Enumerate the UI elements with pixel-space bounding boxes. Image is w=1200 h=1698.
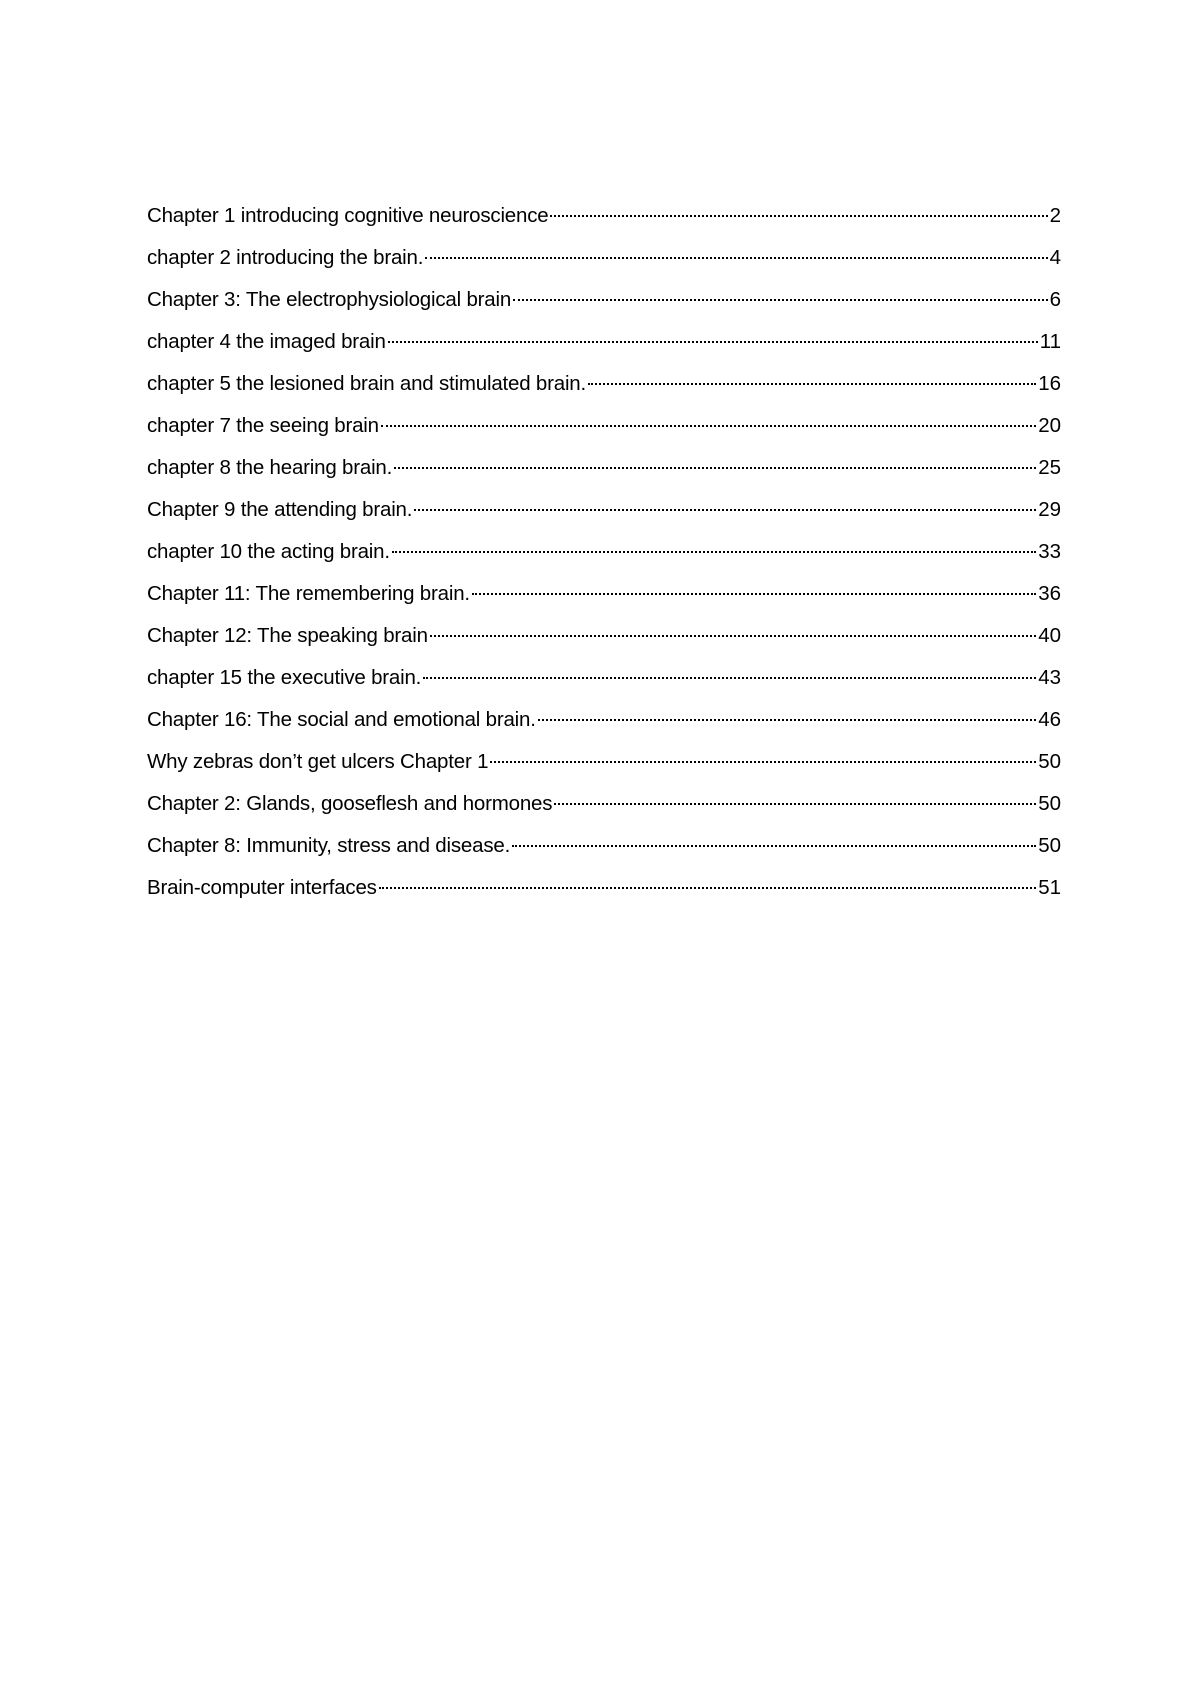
toc-dot-leader bbox=[550, 215, 1047, 217]
toc-entry[interactable] bbox=[147, 662, 1061, 704]
toc-page-number: 50 bbox=[1038, 792, 1061, 815]
toc-entry[interactable] bbox=[147, 368, 1061, 410]
toc-dot-leader bbox=[381, 425, 1036, 427]
toc-dot-leader bbox=[513, 299, 1048, 301]
toc-page-number: 20 bbox=[1038, 414, 1061, 437]
toc-entry[interactable] bbox=[147, 242, 1061, 284]
toc-entry-title: chapter 4 the imaged brain bbox=[147, 330, 386, 353]
toc-page-number: 2 bbox=[1049, 204, 1061, 227]
toc-entry[interactable] bbox=[147, 704, 1061, 746]
toc-page-number: 29 bbox=[1038, 498, 1061, 521]
toc-entry-title: chapter 10 the acting brain. bbox=[147, 540, 390, 563]
toc-entry-title: chapter 15 the executive brain. bbox=[147, 666, 422, 689]
toc-page-number: 43 bbox=[1038, 666, 1061, 689]
toc-entry[interactable] bbox=[147, 284, 1061, 326]
toc-entry[interactable] bbox=[147, 200, 1061, 242]
toc-entry-title: Chapter 16: The social and emotional brain. bbox=[147, 708, 536, 731]
toc-dot-leader bbox=[472, 593, 1036, 595]
toc-entry[interactable] bbox=[147, 326, 1061, 368]
toc-entry[interactable] bbox=[147, 578, 1061, 620]
toc-dot-leader bbox=[430, 635, 1036, 637]
toc-entry-title: Chapter 8: Immunity, stress and disease. bbox=[147, 834, 511, 857]
toc-dot-leader bbox=[392, 551, 1036, 553]
toc-page-number: 50 bbox=[1038, 834, 1061, 857]
toc-page-number: 4 bbox=[1049, 246, 1061, 269]
toc-dot-leader bbox=[414, 509, 1036, 511]
toc-entry[interactable] bbox=[147, 620, 1061, 662]
table-of-contents bbox=[147, 200, 1061, 914]
toc-entry-title: chapter 2 introducing the brain. bbox=[147, 246, 424, 269]
toc-page-number: 16 bbox=[1038, 372, 1061, 395]
toc-page-number: 36 bbox=[1038, 582, 1061, 605]
toc-entry[interactable] bbox=[147, 788, 1061, 830]
toc-entry-title: Chapter 11: The remembering brain. bbox=[147, 582, 470, 605]
toc-entry[interactable] bbox=[147, 452, 1061, 494]
toc-dot-leader bbox=[388, 341, 1038, 343]
toc-page-number: 50 bbox=[1038, 750, 1061, 773]
toc-entry-title: chapter 5 the lesioned brain and stimulated brain. bbox=[147, 372, 587, 395]
toc-page-number: 33 bbox=[1038, 540, 1061, 563]
toc-entry-title: Brain-computer interfaces bbox=[147, 876, 377, 899]
toc-page-number: 25 bbox=[1038, 456, 1061, 479]
toc-page-number: 46 bbox=[1038, 708, 1061, 731]
toc-entry-title: chapter 7 the seeing brain bbox=[147, 414, 379, 437]
toc-dot-leader bbox=[423, 677, 1036, 679]
toc-entry[interactable] bbox=[147, 410, 1061, 452]
toc-page-number: 40 bbox=[1038, 624, 1061, 647]
toc-page-number: 6 bbox=[1049, 288, 1061, 311]
toc-entry[interactable] bbox=[147, 536, 1061, 578]
toc-entry-title: Chapter 3: The electrophysiological brain bbox=[147, 288, 512, 311]
toc-dot-leader bbox=[512, 845, 1036, 847]
toc-entry-title: Chapter 12: The speaking brain bbox=[147, 624, 428, 647]
toc-entry[interactable] bbox=[147, 872, 1061, 914]
toc-entry-title: Chapter 9 the attending brain. bbox=[147, 498, 413, 521]
toc-entry-title: Why zebras don’t get ulcers Chapter 1 bbox=[147, 750, 489, 773]
toc-entry[interactable] bbox=[147, 494, 1061, 536]
toc-dot-leader bbox=[425, 257, 1047, 259]
toc-dot-leader bbox=[588, 383, 1036, 385]
toc-dot-leader bbox=[394, 467, 1036, 469]
toc-entry-title: Chapter 1 introducing cognitive neuroscience bbox=[147, 204, 549, 227]
toc-dot-leader bbox=[490, 761, 1036, 763]
toc-dot-leader bbox=[538, 719, 1036, 721]
toc-entry-title: Chapter 2: Glands, gooseflesh and hormones bbox=[147, 792, 553, 815]
toc-page-number: 51 bbox=[1038, 876, 1061, 899]
toc-entry-title: chapter 8 the hearing brain. bbox=[147, 456, 393, 479]
toc-entry[interactable] bbox=[147, 746, 1061, 788]
toc-dot-leader bbox=[379, 887, 1036, 889]
toc-page-number: 11 bbox=[1039, 330, 1061, 353]
toc-entry[interactable] bbox=[147, 830, 1061, 872]
toc-dot-leader bbox=[554, 803, 1036, 805]
